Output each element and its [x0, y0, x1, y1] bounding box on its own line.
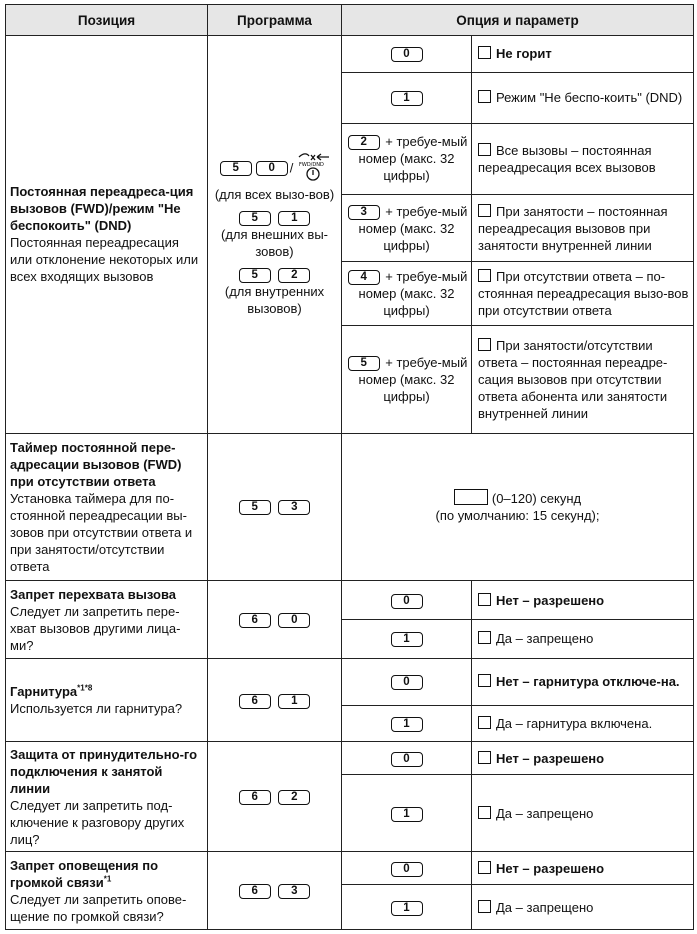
key-button: 6: [239, 884, 271, 899]
fwd-dnd-hook-icon: [295, 152, 331, 186]
key-button: 6: [239, 694, 271, 709]
hook-icon-caption: FWD/DND: [299, 161, 325, 168]
fwd-program-cell: [208, 36, 342, 434]
headset-param-cell: [472, 705, 694, 742]
key-button: 1: [391, 717, 423, 732]
key-button: 3: [278, 500, 310, 515]
fwd-program-all-label: (для всех вызо-вов): [214, 186, 335, 202]
header-row: [6, 5, 694, 36]
pickup-program-cell: [208, 581, 342, 658]
checkbox[interactable]: [478, 806, 491, 819]
fwd-option-cell: [342, 123, 472, 194]
checkbox[interactable]: [478, 674, 491, 687]
key-button: 2: [278, 268, 310, 283]
fwd-option-cell: [342, 36, 472, 73]
key-button: 6: [239, 790, 271, 805]
pickup-option-row-0: [6, 581, 694, 620]
key-button: 4: [348, 270, 380, 285]
header-option: Опция и параметр: [342, 5, 694, 36]
fwd-param-cell: [472, 326, 694, 433]
paging-option-cell: [342, 852, 472, 885]
timer-default: (по умолчанию: 15 секунд);: [435, 508, 600, 524]
fwd-option-cell: [342, 326, 472, 433]
pickup-option-cell: [342, 620, 472, 659]
param-text: Да – запрещено: [496, 631, 594, 647]
paging-description: Следует ли запретить опове-щение по громкой связи?: [10, 891, 187, 924]
checkbox[interactable]: [478, 900, 491, 913]
timer-option-cell: [342, 433, 694, 581]
option-text: + требуе-мый номер (макс. 32 цифры): [358, 354, 468, 405]
key-button: 1: [391, 807, 423, 822]
param-text: Нет – разрешено: [496, 860, 605, 876]
key-button: 0: [391, 675, 423, 690]
override-title: Защита от принудительно-го подключения к занятой линии: [10, 746, 198, 796]
headset-title: Гарнитура: [10, 684, 78, 700]
fwd-program-int: [208, 266, 341, 317]
fwd-option-cell: [342, 72, 472, 123]
key-button: 0: [391, 862, 423, 877]
paging-position-cell: [6, 852, 208, 930]
headset-option-cell: [342, 705, 472, 742]
param-text: Не горит: [496, 46, 552, 62]
param-text: Нет – гарнитура отключе-на.: [496, 674, 680, 690]
fwd-option-row-0: [6, 36, 694, 73]
key-button: 0: [278, 613, 310, 628]
checkbox[interactable]: [478, 143, 491, 156]
param-text: При занятости/отсутствии ответа – постоянная переадре-сация вызовов при отсутствии ответа абонента или занятости внутренней линии: [478, 338, 668, 421]
paging-program-cell: [208, 852, 342, 930]
settings-table: [5, 4, 694, 930]
key-button: 1: [391, 632, 423, 647]
paging-footnote-ref: *1: [103, 874, 112, 884]
key-button: 1: [278, 694, 310, 709]
checkbox[interactable]: [478, 751, 491, 764]
fwd-param-cell: [472, 36, 694, 73]
param-text: Режим "Не беспо-коить" (DND): [496, 90, 683, 106]
timer-program-cell: [208, 433, 342, 581]
param-text: Да – гарнитура включена.: [496, 716, 653, 732]
headset-param-cell: [472, 658, 694, 705]
paging-param-cell: [472, 885, 694, 930]
checkbox[interactable]: [478, 204, 491, 217]
override-position-cell: [6, 742, 208, 852]
fwd-program-int-label: (для внутренних вызовов): [224, 283, 325, 316]
key-button: 5: [348, 356, 380, 371]
key-button: 1: [391, 91, 423, 106]
pickup-description: Следует ли запретить пере-хват вызовов другими лица-ми?: [10, 603, 181, 653]
fwd-program-ext-label: (для внешних вы-зовов): [220, 226, 329, 259]
key-button: 0: [391, 47, 423, 62]
paging-option-cell: [342, 885, 472, 930]
checkbox[interactable]: [478, 631, 491, 644]
paging-title: Запрет оповещения по громкой связи: [10, 857, 159, 890]
key-button: 1: [278, 211, 310, 226]
key-button: 0: [391, 594, 423, 609]
key-button: 2: [348, 135, 380, 150]
header-program: Программа: [208, 5, 342, 36]
override-option-row-0: [6, 742, 694, 775]
checkbox[interactable]: [478, 46, 491, 59]
key-button: 2: [278, 790, 310, 805]
checkbox[interactable]: [478, 90, 491, 103]
key-button: 3: [278, 884, 310, 899]
option-text: + требуе-мый номер (макс. 32 цифры): [358, 203, 468, 253]
fwd-param-cell: [472, 262, 694, 326]
headset-option-row-0: [6, 658, 694, 705]
fwd-param-cell: [472, 123, 694, 194]
fwd-description: Постоянная переадресация или отклонение некоторых или всех входящих вызовов: [10, 235, 199, 285]
key-button: 0: [256, 161, 288, 176]
headset-position-cell: [6, 658, 208, 742]
pickup-option-cell: [342, 581, 472, 620]
header-position: Позиция: [6, 5, 208, 36]
param-text: Нет – разрешено: [496, 592, 605, 608]
headset-footnote-ref: *1*8: [77, 683, 93, 693]
param-text: Все вызовы – постоянная переадресация всех вызовов: [478, 142, 656, 175]
seconds-input-box[interactable]: [454, 489, 488, 505]
pickup-position-cell: [6, 581, 208, 658]
override-param-cell: [472, 774, 694, 851]
checkbox[interactable]: [478, 593, 491, 606]
key-button: 0: [391, 752, 423, 767]
key-button: 3: [348, 205, 380, 220]
fwd-option-cell: [342, 195, 472, 262]
fwd-param-cell: [472, 72, 694, 123]
param-text: При отсутствии ответа – по-стоянная переадресация вызо-вов при отсутствии ответа: [478, 269, 689, 319]
headset-program-cell: [208, 658, 342, 742]
pickup-param-cell: [472, 581, 694, 620]
key-button: 5: [239, 500, 271, 515]
fwd-position-cell: [6, 36, 208, 434]
option-text: + требуе-мый номер (макс. 32 цифры): [358, 269, 468, 319]
key-button: 5: [220, 161, 252, 176]
override-option-cell: [342, 742, 472, 775]
param-text: Нет – разрешено: [496, 750, 605, 766]
override-param-cell: [472, 742, 694, 775]
key-button: 5: [239, 268, 271, 283]
checkbox[interactable]: [478, 269, 491, 282]
checkbox[interactable]: [478, 861, 491, 874]
fwd-title: Постоянная переадреса-ция вызовов (FWD)/режим "Не беспокоить" (DND): [10, 184, 194, 234]
fwd-program-ext: [208, 209, 341, 260]
override-program-cell: [208, 742, 342, 852]
checkbox[interactable]: [478, 716, 491, 729]
key-button: 5: [239, 211, 271, 226]
checkbox[interactable]: [478, 338, 491, 351]
override-description: Следует ли запретить под-ключение к разговору других лиц?: [10, 797, 185, 847]
key-button: 6: [239, 613, 271, 628]
headset-description: Используется ли гарнитура?: [10, 701, 183, 717]
fwd-program-all: 5 0 / FWD/DND (для всех вызо-вов): [208, 152, 341, 203]
param-text: Да – запрещено: [496, 899, 594, 915]
param-text: При занятости – постоянная переадресация вызовов при занятости внутренней линии: [478, 203, 668, 253]
param-text: Да – запрещено: [496, 805, 594, 821]
headset-option-cell: [342, 658, 472, 705]
fwd-option-cell: [342, 262, 472, 326]
pickup-param-cell: [472, 620, 694, 659]
paging-param-cell: [472, 852, 694, 885]
timer-range: (0–120) секунд: [491, 491, 582, 507]
timer-row: [6, 433, 694, 581]
key-button: 1: [391, 901, 423, 916]
pickup-title: Запрет перехвата вызова: [10, 586, 176, 602]
timer-description: Установка таймера для по-стоянной переадресации вы-зовов при отсутствии ответа и при занятости/отсутствии ответа: [10, 490, 193, 574]
option-text: + требуе-мый номер (макс. 32 цифры): [358, 134, 468, 184]
timer-position-cell: [6, 433, 208, 581]
override-option-cell: [342, 774, 472, 851]
fwd-param-cell: [472, 195, 694, 262]
timer-title: Таймер постоянной пере-адресации вызовов (FWD) при отсутствии ответа: [10, 439, 182, 489]
paging-option-row-0: [6, 852, 694, 885]
